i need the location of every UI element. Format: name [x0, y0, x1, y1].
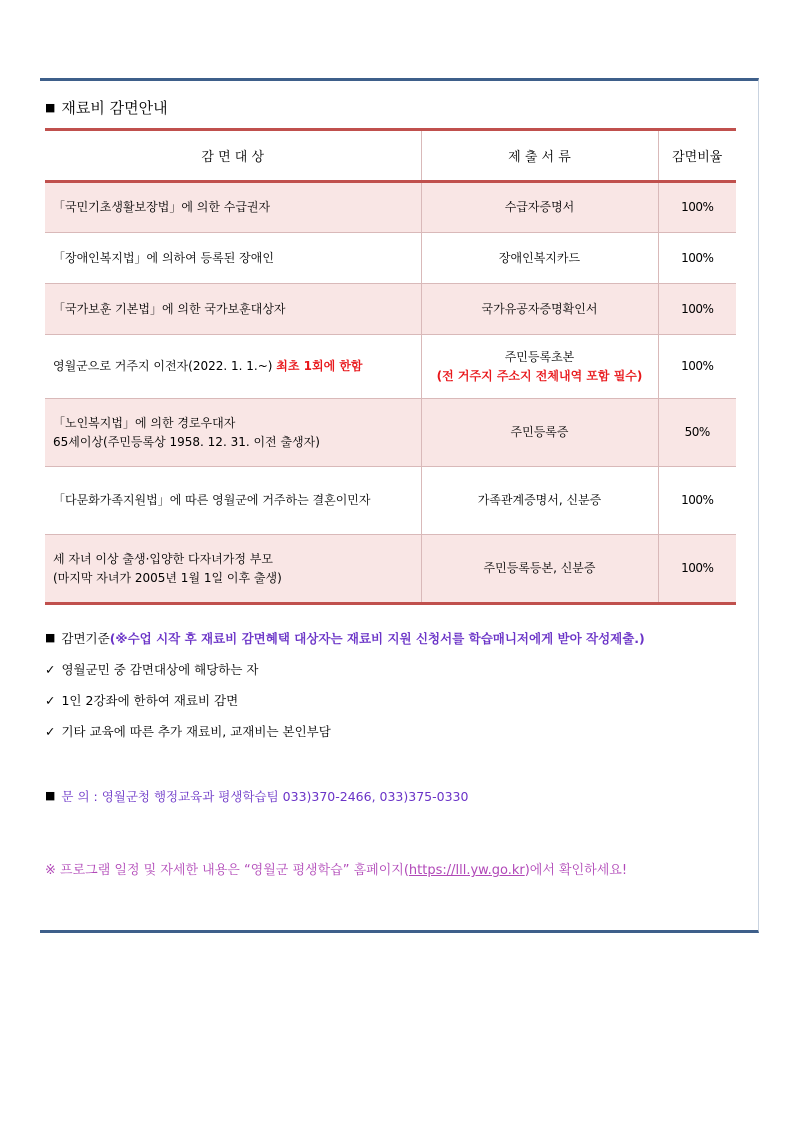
table-row: [45, 467, 736, 535]
contact-line: [45, 786, 468, 807]
criteria-note: (※수업 시작 후 재료비 감면혜택 대상자는 재료비 지원 신청서를 학습매니저에게 받아 작성제출.): [109, 631, 645, 646]
table-row: [45, 284, 736, 335]
criteria-label: 감면기준: [61, 631, 110, 646]
docs-cell: 국가유공자증명확인서: [421, 284, 658, 335]
target-cell: 「노인복지법」에 의한 경로우대자 65세이상(주민등록상 1958. 12. 31. 이전 출생자): [45, 399, 421, 467]
docs-cell: 주민등록초본 (전 거주지 주소지 전체내역 포함 필수): [421, 335, 658, 399]
homepage-link[interactable]: https://lll.yw.go.kr: [408, 863, 525, 878]
criteria-heading: [45, 628, 765, 649]
criteria-section: [45, 628, 765, 742]
table-header-row: [45, 130, 736, 182]
target-cell: 「국민기초생활보장법」에 의한 수급권자: [45, 182, 421, 233]
criteria-item: ✓ 기타 교육에 따른 추가 재료비, 교재비는 본인부담: [45, 724, 331, 739]
square-bullet-icon: ■: [45, 631, 56, 644]
table-row: [45, 182, 736, 233]
check-icon: ✓: [45, 724, 56, 739]
section-title: [45, 98, 168, 118]
check-icon: ✓: [45, 693, 56, 708]
header-docs: 제 출 서 류: [421, 130, 658, 182]
red-highlight: 최초 1회에 한함: [276, 359, 363, 373]
target-cell: 영월군으로 거주지 이전자(2022. 1. 1.~) 최초 1회에 한함: [45, 335, 421, 399]
rate-cell: 100%: [658, 535, 736, 604]
section-title-text: 재료비 감면안내: [61, 99, 168, 117]
table-row: [45, 399, 736, 467]
table-row: [45, 535, 736, 604]
rate-cell: 100%: [658, 284, 736, 335]
target-cell: 세 자녀 이상 출생·입양한 다자녀가정 부모 (마지막 자녀가 2005년 1월 1일 이후 출생): [45, 535, 421, 604]
contact-text: 문 의 : 영월군청 행정교육과 평생학습팀 033)370-2466, 033)375-0330: [61, 789, 469, 804]
footer-note: ※ 프로그램 일정 및 자세한 내용은 “영월군 평생학습” 홈페이지(https://lll.yw.go.kr)에서 확인하세요!: [45, 863, 628, 878]
docs-cell: 주민등록등본, 신분증: [421, 535, 658, 604]
docs-cell: 장애인복지카드: [421, 233, 658, 284]
square-bullet-icon: ■: [45, 101, 56, 114]
target-cell: 「국가보훈 기본법」에 의한 국가보훈대상자: [45, 284, 421, 335]
table-row: [45, 335, 736, 399]
check-icon: ✓: [45, 662, 56, 677]
rate-cell: 50%: [658, 399, 736, 467]
square-bullet-icon: ■: [45, 789, 56, 802]
docs-cell: 주민등록증: [421, 399, 658, 467]
criteria-item: ✓ 1인 2강좌에 한하여 재료비 감면: [45, 693, 239, 708]
red-highlight: (전 거주지 주소지 전체내역 포함 필수): [436, 368, 643, 383]
docs-cell: 수급자증명서: [421, 182, 658, 233]
rate-cell: 100%: [658, 335, 736, 399]
header-target: 감 면 대 상: [45, 130, 421, 182]
target-cell: 「장애인복지법」에 의하여 등록된 장애인: [45, 233, 421, 284]
criteria-item: ✓ 영월군민 중 감면대상에 해당하는 자: [45, 662, 259, 677]
table-row: [45, 233, 736, 284]
rate-cell: 100%: [658, 467, 736, 535]
header-rate: 감면비율: [658, 130, 736, 182]
docs-cell: 가족관계증명서, 신분증: [421, 467, 658, 535]
rate-cell: 100%: [658, 233, 736, 284]
target-cell: 「다문화가족지원법」에 따른 영월군에 거주하는 결혼이민자: [45, 467, 421, 535]
rate-cell: 100%: [658, 182, 736, 233]
reduction-table: [45, 128, 736, 605]
